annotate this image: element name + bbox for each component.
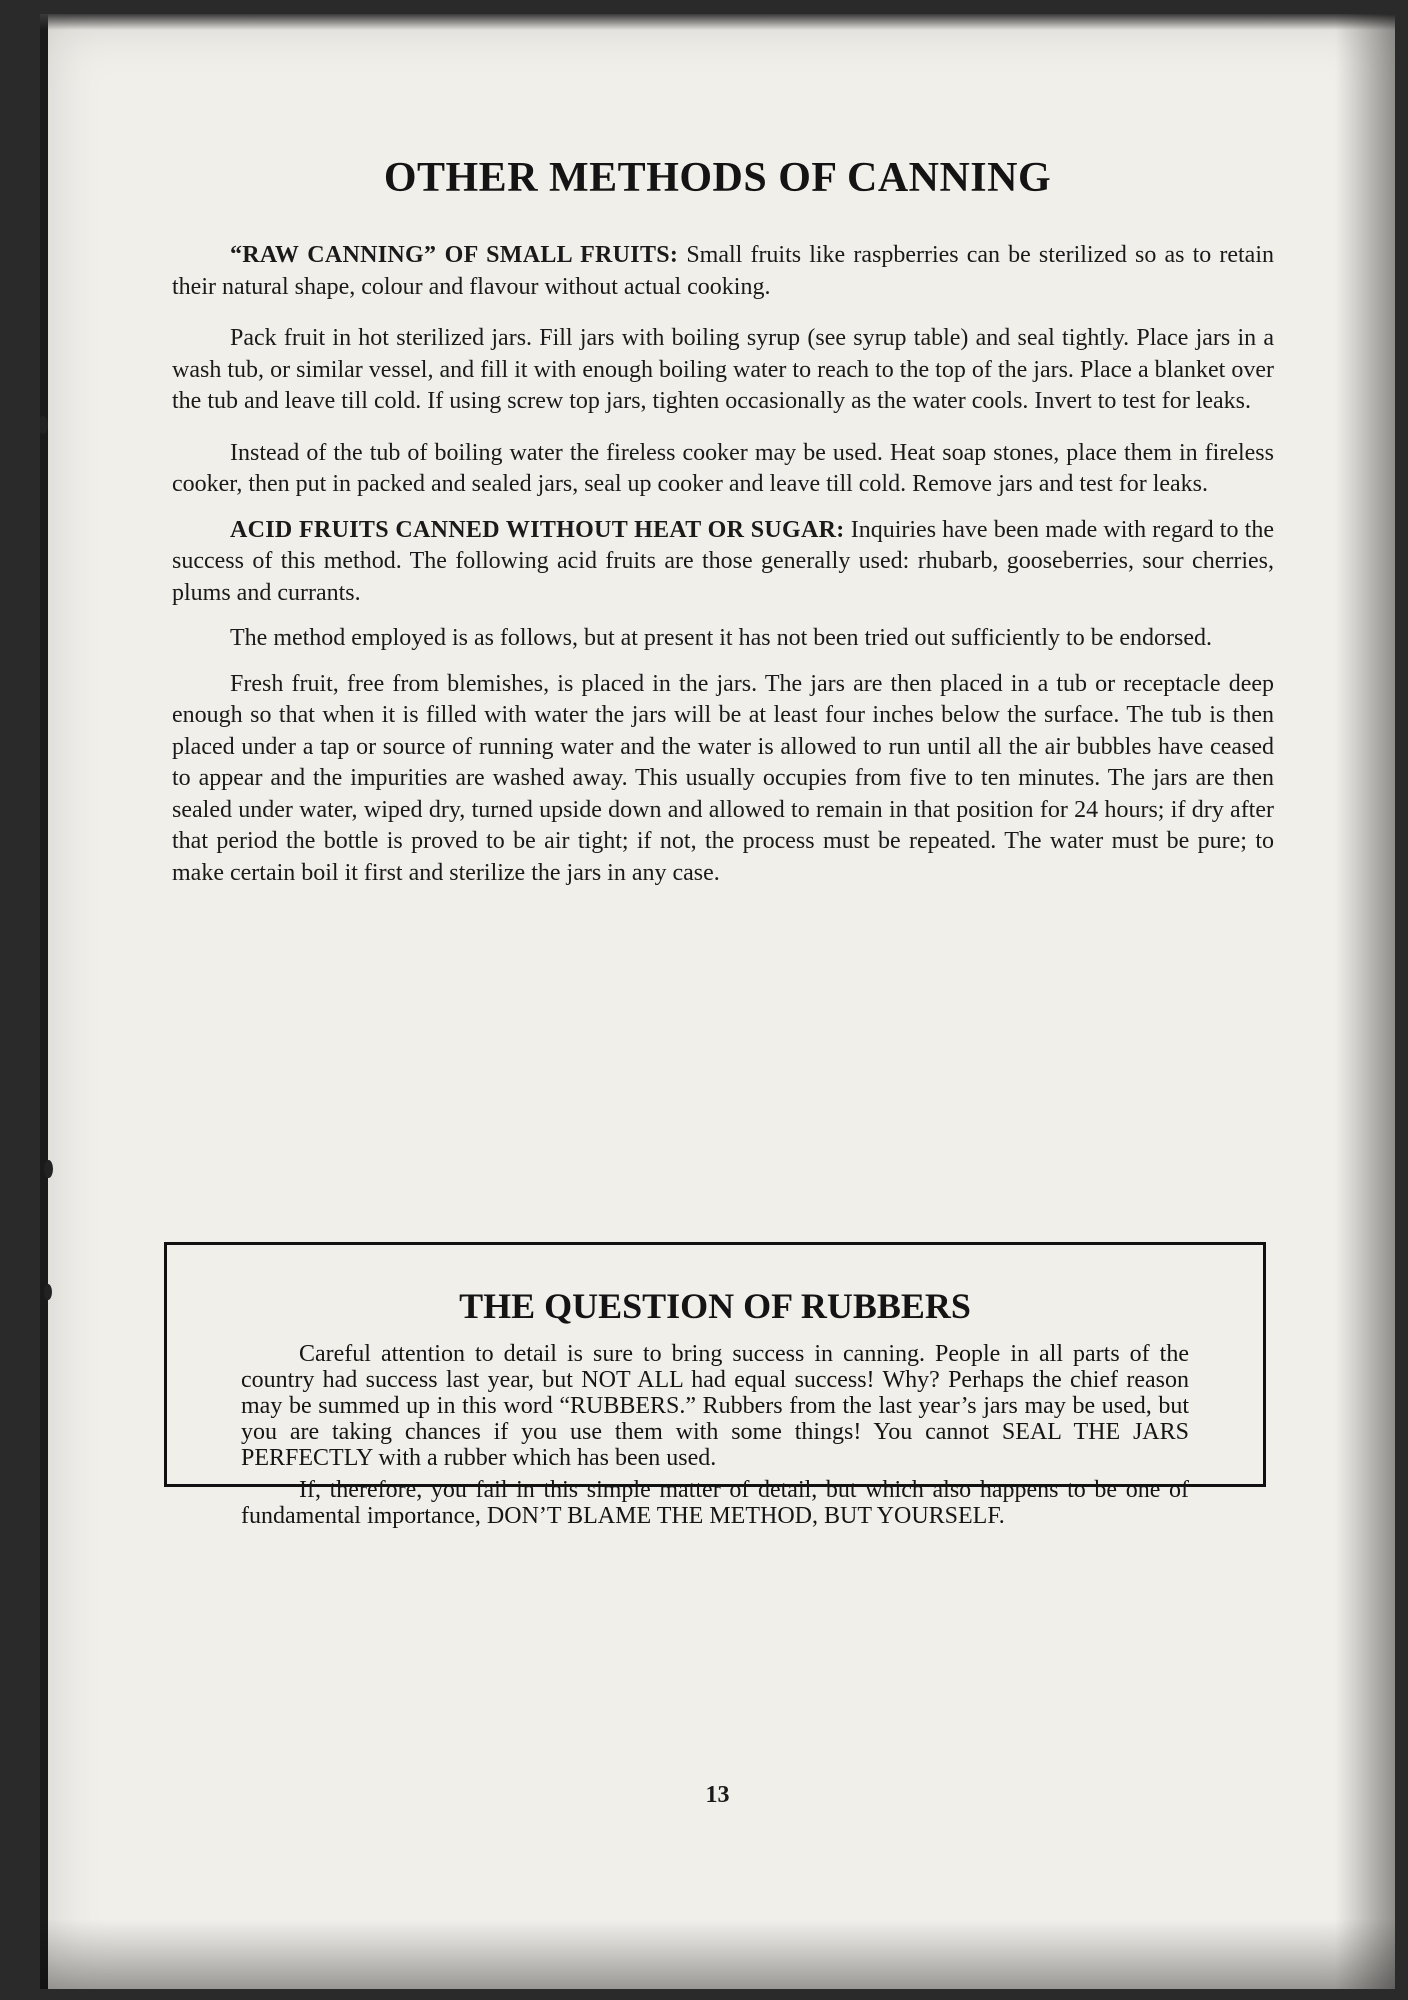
scan-speck	[44, 1160, 53, 1178]
top-scan-shadow	[40, 14, 1395, 30]
right-scan-shadow	[1335, 14, 1395, 1989]
box-paragraph-attention: Careful attention to detail is sure to bring success in canning. People in all parts of the country had success last year, but NOT ALL had equal success! Why? Perhaps the chief reason may be summed up in this word “RUBBERS.” Rubbers from the last year’s jars may be used, but you are taking chances if you use them with some things! You cannot SEAL THE JARS PERFECTLY with a rubber which has been used.	[241, 1341, 1189, 1471]
paragraph-text: Fresh fruit, free from blemishes, is placed in the jars. The jars are then placed in a tub or receptacle deep enough so that when it is filled with water the jars will be at least four inches below the surface. The tub is then placed under a tap or source of running water and the water is allowed to run until all the air bubbles have ceased to appear and the impurities are washed away. This usually occupies from five to ten minutes. The jars are then sealed under water, wiped dry, turned upside down and allowed to remain in that position for 24 hours; if dry after that period the bottle is proved to be air tight; if not, the process must be repeated. The water must be pure; to make certain boil it first and sterilize the jars in any case.	[172, 670, 1274, 886]
paragraph-acid-fruits	[172, 515, 1274, 610]
bottom-scan-shadow	[40, 1919, 1395, 1989]
paragraph-text: Small fruits like raspberries can be sterilized so as to retain their natural shape, colour and flavour without actual cooking.	[172, 242, 1275, 300]
paragraph-heading: “RAW CANNING” OF SMALL FRUITS:	[230, 242, 679, 268]
paragraph-text: Instead of the tub of boiling water the fireless cooker may be used. Heat soap stones, place them in fireless cooker, then put in packed and sealed jars, seal up cooker and leave till cold. Remove jars and test for leaks.	[172, 439, 1274, 497]
article-body	[172, 240, 1274, 909]
paragraph-text: Pack fruit in hot sterilized jars. Fill jars with boiling syrup (see syrup table) and seal tightly. Place jars in a wash tub, or similar vessel, and fill it with enough boiling water to reach to the top of the jars. Place a blanket over the tub and leave till cold. If using screw top jars, tighten occasionally as the water cools. Invert to test for leaks.	[172, 325, 1274, 414]
paragraph-fireless-cooker	[172, 438, 1274, 501]
paragraph-heading: ACID FRUITS CANNED WITHOUT HEAT OR SUGAR:	[230, 516, 845, 543]
page-number: 13	[705, 1782, 730, 1808]
paragraph-text: Inquiries have been made with regard to the success of this method. The following acid fruits are those generally used: rhubarb, gooseberries, sour cherries, plums and currants.	[172, 516, 1274, 606]
paragraph-fresh-fruit	[172, 669, 1274, 890]
paragraph-pack-fruit	[172, 323, 1274, 418]
box-paragraph-blame: If, therefore, you fail in this simple matter of detail, but which also happens to be one of fundamental importance, DON’T BLAME THE METHOD, BUT YOURSELF.	[241, 1477, 1189, 1529]
page-title: OTHER METHODS OF CANNING	[383, 155, 1052, 201]
paragraph-method	[172, 623, 1274, 655]
paragraph-raw-canning	[172, 240, 1274, 303]
scan-speck	[44, 1284, 52, 1300]
page-binding-edge	[40, 14, 48, 1989]
paragraph-text: The method employed is as follows, but at present it has not been tried out sufficiently to be endorsed.	[230, 625, 1213, 651]
rubbers-notice-box	[164, 1242, 1266, 1529]
box-title: THE QUESTION OF RUBBERS	[459, 1286, 971, 1326]
scanned-page	[40, 14, 1395, 1989]
